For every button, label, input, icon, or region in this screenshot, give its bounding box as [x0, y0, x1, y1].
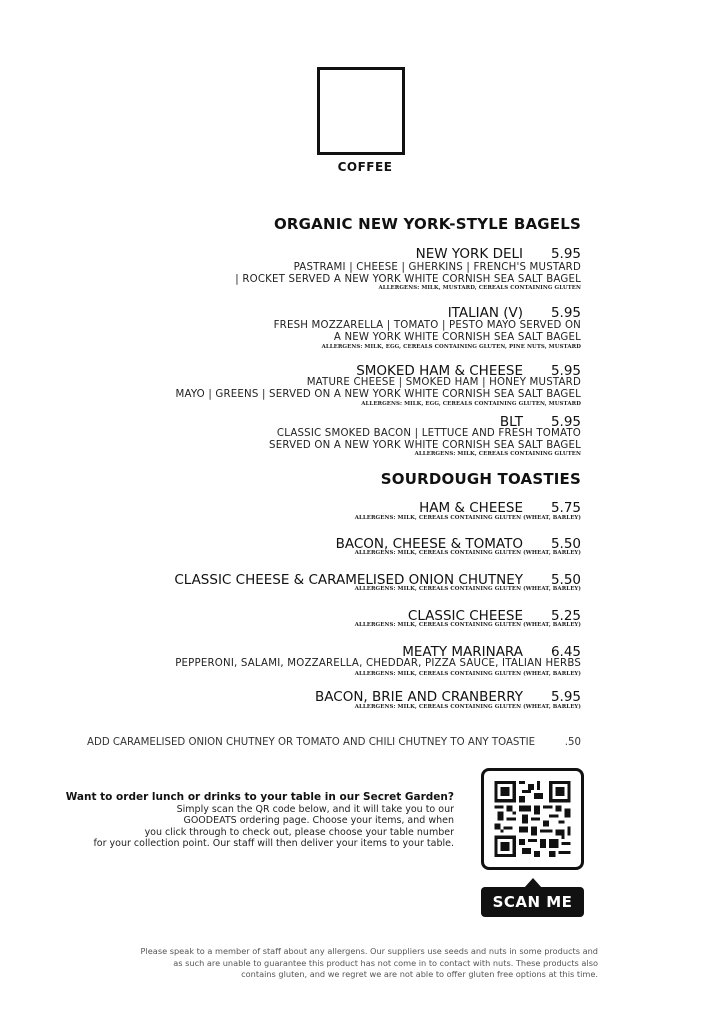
- menu-item-bacon-brie-cranberry: [315, 689, 581, 705]
- footer-line: as such are unable to guarantee this product has not come in to contact with nuts. These products also: [173, 957, 598, 968]
- allergen-note: ALLERGENS: MILK, CEREALS CONTAINING GLUTEN (WHEAT, BARLEY): [354, 622, 581, 628]
- logo-square: [317, 67, 405, 155]
- allergen-note: ALLERGENS: MILK, MUSTARD, CEREALS CONTAINING GLUTEN: [378, 285, 581, 291]
- addon-text: ADD CARAMELISED ONION CHUTNEY OR TOMATO AND CHILI CHUTNEY TO ANY TOASTIE: [87, 737, 536, 748]
- item-description: [274, 320, 581, 343]
- desc-line: SERVED ON A NEW YORK WHITE CORNISH SEA SALT BAGEL: [269, 439, 581, 451]
- desc-line: | ROCKET SERVED A NEW YORK WHITE CORNISH SEA SALT BAGEL: [235, 273, 581, 285]
- item-price: 5.25: [550, 608, 581, 624]
- qr-code-icon[interactable]: [494, 781, 571, 857]
- allergen-note: ALLERGENS: MILK, CEREALS CONTAINING GLUTEN (WHEAT, BARLEY): [354, 515, 581, 521]
- order-line: GOODEATS ordering page. Choose your items, and when: [183, 815, 454, 826]
- menu-item-new-york-deli: [416, 246, 581, 262]
- item-name: MEATY MARINARA: [402, 644, 523, 660]
- footer-line: Please speak to a member of staff about any allergens. Our suppliers use seeds and nuts in some products and: [140, 946, 598, 956]
- item-name: BLT: [499, 414, 523, 430]
- item-price: 5.75: [550, 500, 581, 516]
- item-name: ITALIAN (V): [447, 305, 523, 321]
- item-name: BACON, CHEESE & TOMATO: [335, 536, 523, 552]
- menu-item-ham-cheese: [419, 500, 581, 516]
- footer-line: contains gluten, and we regret we are not able to offer gluten free options at this time.: [241, 969, 598, 979]
- desc-line: MAYO | GREENS | SERVED ON A NEW YORK WHITE CORNISH SEA SALT BAGEL: [175, 388, 581, 400]
- item-name: CLASSIC CHEESE: [407, 608, 523, 624]
- item-description: [175, 377, 581, 400]
- allergen-note: ALLERGENS: MILK, CEREALS CONTAINING GLUTEN (WHEAT, BARLEY): [354, 671, 581, 677]
- item-name: BACON, BRIE AND CRANBERRY: [315, 689, 523, 705]
- brand-name: COFFEE: [337, 160, 393, 174]
- desc-line: PASTRAMI | CHEESE | GHERKINS | FRENCH'S MUSTARD: [293, 262, 581, 273]
- allergen-disclaimer: [141, 946, 598, 981]
- item-price: 5.50: [550, 572, 581, 588]
- qr-code-frame[interactable]: [481, 768, 584, 870]
- allergen-note: ALLERGENS: MILK, CEREALS CONTAINING GLUTEN (WHEAT, BARLEY): [354, 586, 581, 592]
- allergen-note: ALLERGENS: MILK, EGG, CEREALS CONTAINING GLUTEN, PINE NUTS, MUSTARD: [321, 344, 581, 350]
- desc-line: A NEW YORK WHITE CORNISH SEA SALT BAGEL: [333, 331, 581, 343]
- item-name: SMOKED HAM & CHEESE: [356, 363, 523, 379]
- order-line: for your collection point. Our staff will then deliver your items to your table.: [93, 838, 454, 849]
- item-price: 5.95: [550, 414, 581, 430]
- order-line: Simply scan the QR code below, and it will take you to our: [176, 803, 454, 815]
- allergen-note: ALLERGENS: MILK, CEREALS CONTAINING GLUTEN (WHEAT, BARLEY): [354, 704, 581, 710]
- order-info: [66, 792, 454, 850]
- item-name: CLASSIC CHEESE & CARAMELISED ONION CHUTNEY: [174, 572, 523, 588]
- scan-me-label: SCAN ME: [481, 887, 584, 917]
- addon-line: [87, 737, 581, 748]
- desc-line: MATURE CHEESE | SMOKED HAM | HONEY MUSTARD: [306, 377, 581, 388]
- addon-price: .50: [564, 737, 581, 748]
- menu-item-italian: [448, 305, 581, 321]
- section-heading-bagels: ORGANIC NEW YORK-STYLE BAGELS: [273, 215, 581, 233]
- item-price: 5.95: [550, 363, 581, 379]
- item-name: HAM & CHEESE: [419, 500, 523, 516]
- item-price: 5.95: [550, 305, 581, 321]
- item-price: 5.95: [550, 689, 581, 705]
- item-name: NEW YORK DELI: [415, 246, 523, 262]
- order-line: you click through to check out, please choose your table number: [144, 826, 454, 838]
- allergen-note: ALLERGENS: MILK, CEREALS CONTAINING GLUTEN: [414, 451, 581, 457]
- allergen-note: ALLERGENS: MILK, EGG, CEREALS CONTAINING GLUTEN, MUSTARD: [361, 401, 581, 407]
- allergen-note: ALLERGENS: MILK, CEREALS CONTAINING GLUTEN (WHEAT, BARLEY): [354, 550, 581, 556]
- item-description: [269, 428, 581, 451]
- section-heading-toasties: SOURDOUGH TOASTIES: [380, 470, 581, 488]
- desc-line: CLASSIC SMOKED BACON | LETTUCE AND FRESH TOMATO: [276, 428, 581, 439]
- item-price: 5.95: [550, 246, 581, 262]
- item-price: 5.50: [550, 536, 581, 552]
- desc-line: FRESH MOZZARELLA | TOMATO | PESTO MAYO SERVED ON: [273, 320, 581, 331]
- item-description: PEPPERONI, SALAMI, MOZZARELLA, CHEDDAR, PIZZA SAUCE, ITALIAN HERBS: [175, 658, 581, 669]
- item-description: [235, 262, 581, 285]
- order-question: Want to order lunch or drinks to your table in our Secret Garden?: [65, 791, 454, 803]
- item-price: 6.45: [550, 644, 581, 660]
